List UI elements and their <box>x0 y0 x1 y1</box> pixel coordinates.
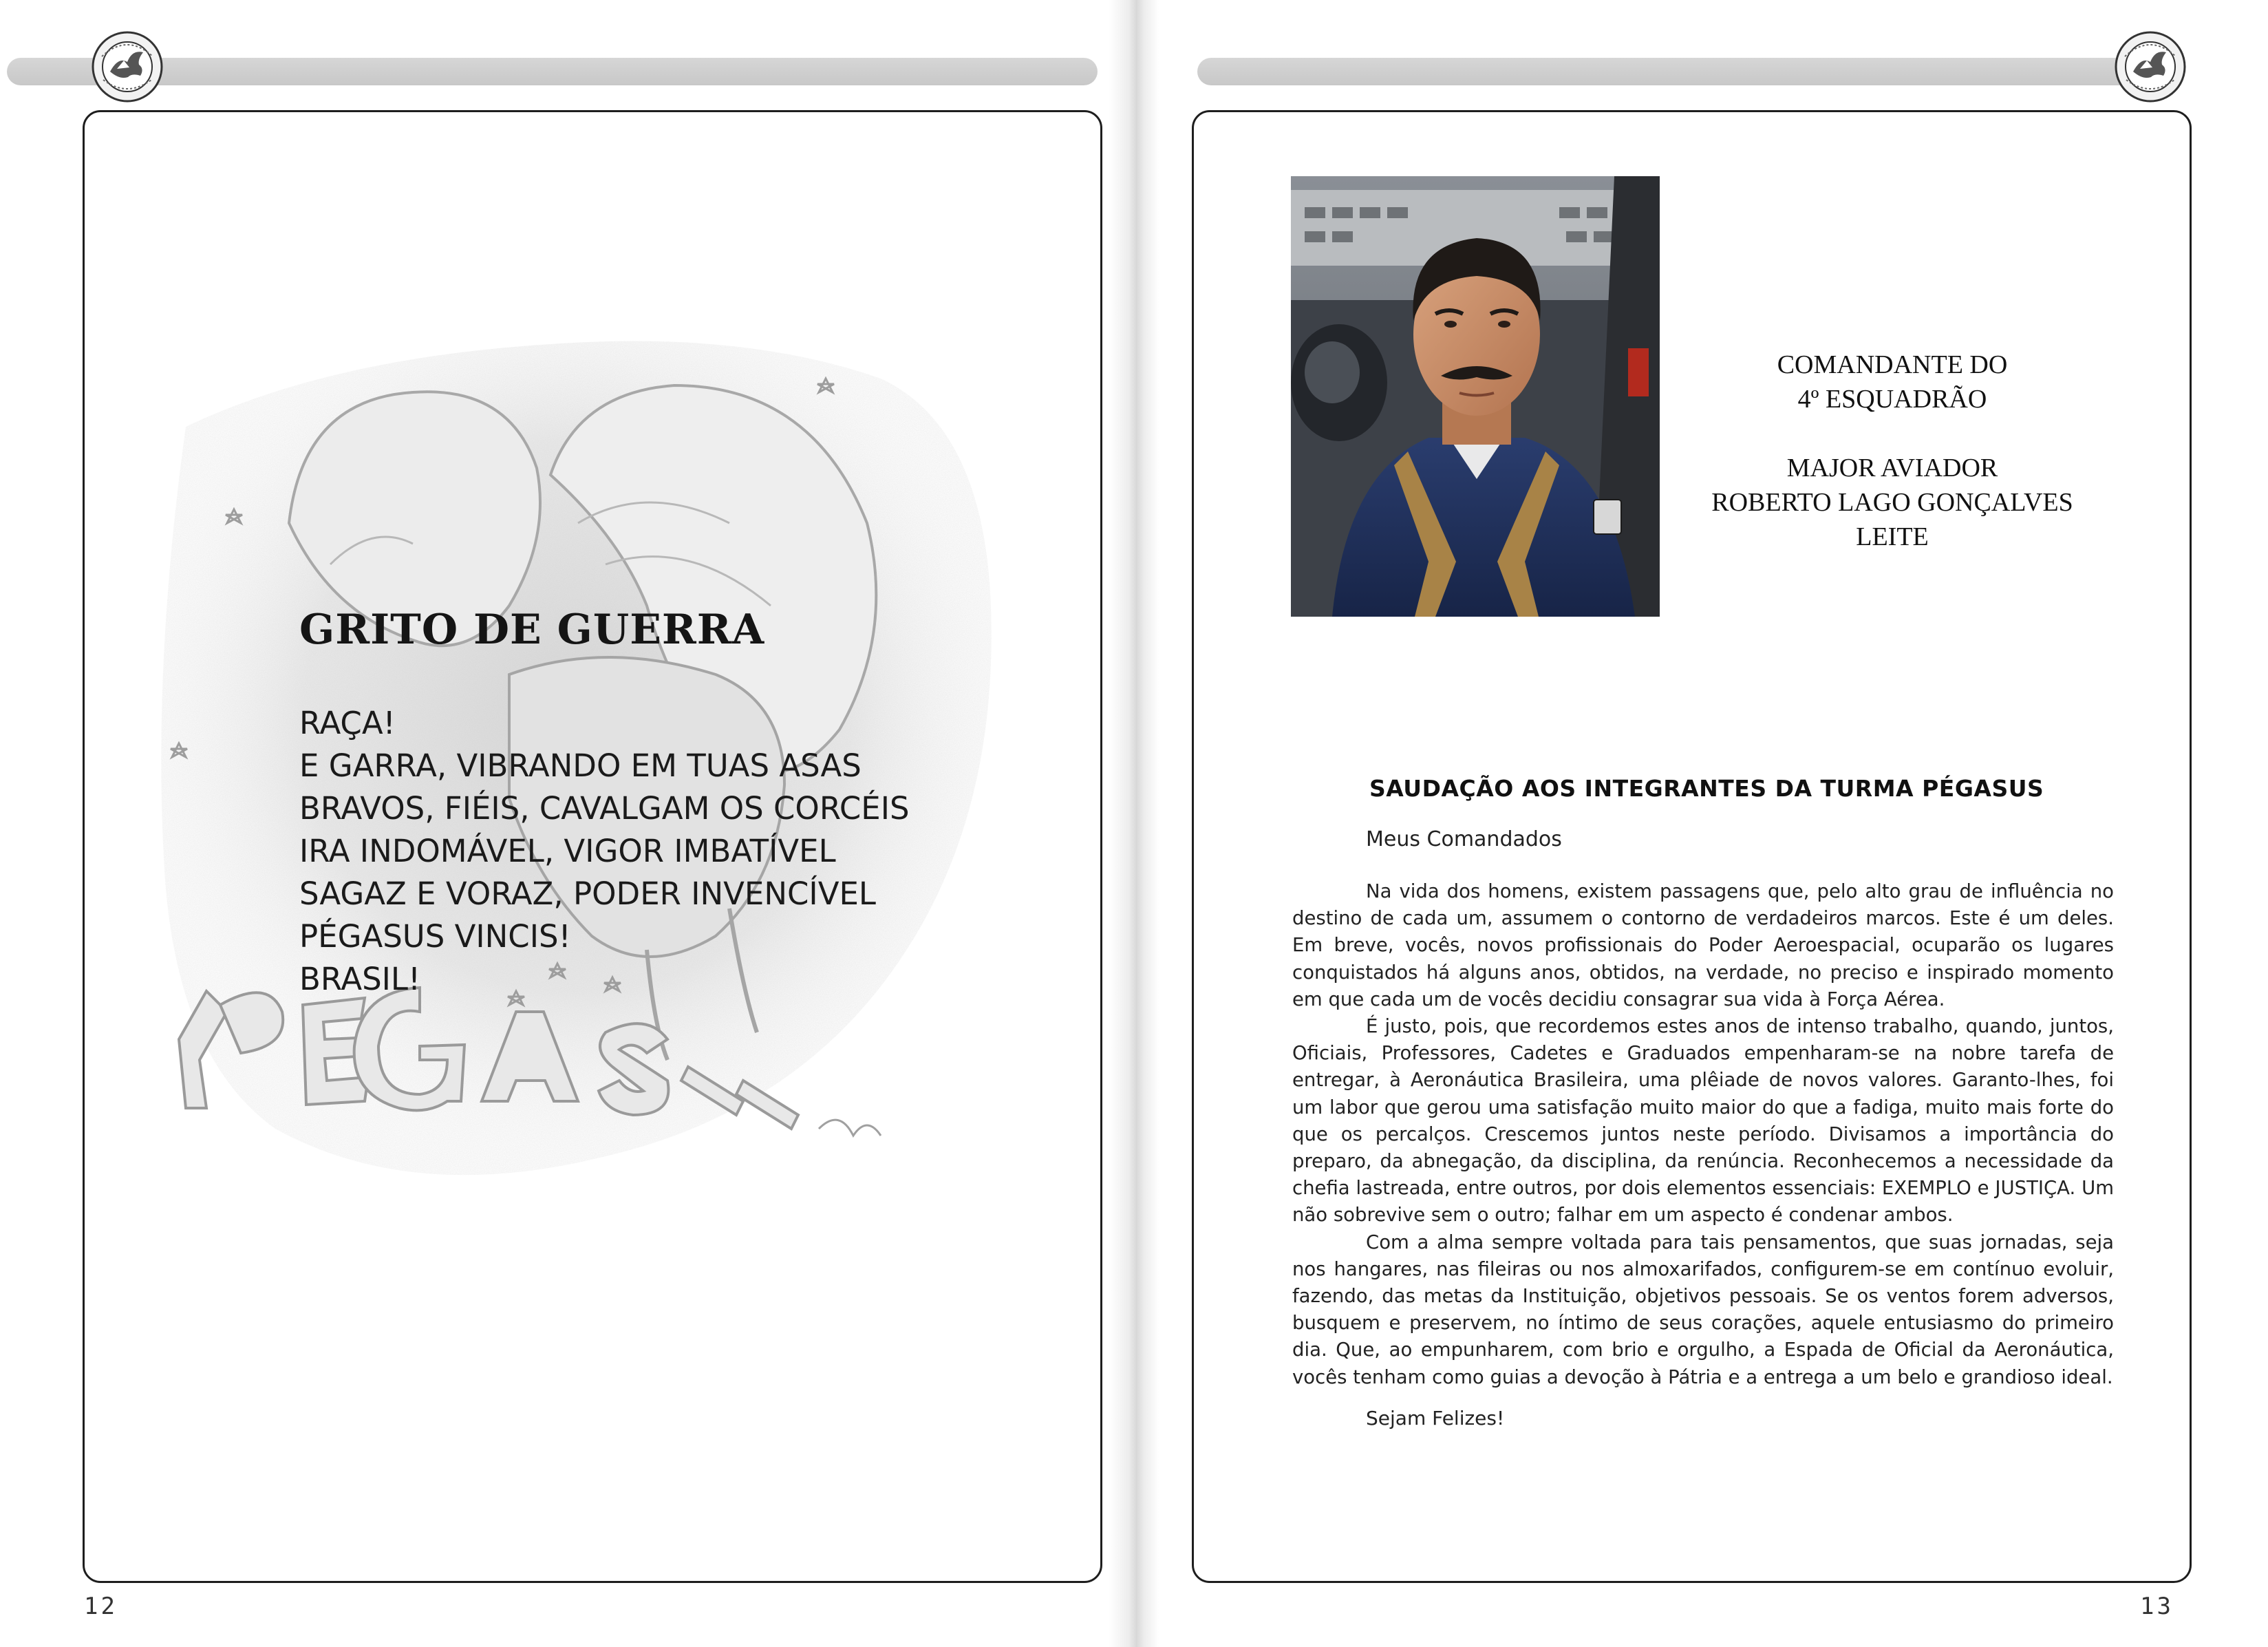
message-paragraph: É justo, pois, que recordemos estes anos de intenso trabalho, quando, juntos, Oficiais, Professores, Cadetes e Graduados empenharam-se na nobre tarefa de entregar, à Aeronáutica Brasileira, uma plêiade de novos valores. Garanto-lhes, foi um labor que gerou uma satisfação muito maior do que a fadiga, muito mais forte do que os percalços. Crescemos juntos neste período. Divisamos a importância do preparo, da abnegação, da disciplina, da renúncia. Reconhecemos a necessidade da chefia lastreada, entre outros, por dois elementos essenciais: EXEMPLO e JUSTIÇA. Um não sobrevive sem o outro; falhar em um aspecto é condenar ambos. <box>1292 1015 2114 1226</box>
salute-title: SAUDAÇÃO AOS INTEGRANTES DA TURMA PÉGASUS <box>1369 775 2044 802</box>
header-bar <box>7 58 1098 85</box>
left-page <box>0 0 1128 1647</box>
commander-portrait-photo <box>1291 176 1660 617</box>
page-number: 12 <box>84 1593 118 1620</box>
verse-line: SAGAZ E VORAZ, PODER INVENCÍVEL <box>299 875 876 912</box>
squadron-emblem-icon <box>89 29 165 105</box>
commander-line: COMANDANTE DO <box>1777 350 2008 379</box>
verse-line: RAÇA! <box>299 705 396 741</box>
verse-line: E GARRA, VIBRANDO EM TUAS ASAS <box>299 747 862 784</box>
verse-line: IRA INDOMÁVEL, VIGOR IMBATÍVEL <box>299 833 836 869</box>
commander-line: MAJOR AVIADOR <box>1786 454 1998 482</box>
message-paragraph: Na vida dos homens, existem passagens que, pelo alto grau de influência no destino de cada um, assumem o contorno de verdadeiros marcos. Este é um deles. Em breve, vocês, novos profissionais do Poder Aeroespacial, ocuparão os lugares conquistados há alguns anos, obtidos, na verdade, no preciso e inspirado momento em que cada um de vocês decidiu consagrar sua vida à Força Aérea. <box>1292 880 2114 1010</box>
commander-line: 4º ESQUADRÃO <box>1797 385 1987 414</box>
verse-line: BRAVOS, FIÉIS, CAVALGAM OS CORCÉIS <box>299 790 910 827</box>
war-cry-verse <box>299 702 910 1001</box>
header-bar <box>1197 58 2174 85</box>
message-paragraph: Com a alma sempre voltada para tais pensamentos, que suas jornadas, seja nos hangares, nas fileiras ou nos almoxarifados, configurem-se em contínuo evoluir, fazendo, das metas da Instituição, objetivos pessoais. Se os ventos forem adversos, busquem e preservem, no íntimo de seus corações, aquele entusiasmo do primeiro dia. Que, ao empunharem, com brio e orgulho, a Espada de Oficial da Aeronáutica, vocês tenham como guias a devoção à Pátria e a entrega a um belo e grandioso ideal. <box>1292 1231 2114 1388</box>
commander-line: ROBERTO LAGO GONÇALVES LEITE <box>1711 488 2073 551</box>
squadron-emblem-icon <box>2112 29 2188 105</box>
verse-line: BRASIL! <box>299 961 421 997</box>
salute-message <box>1292 878 2114 1391</box>
salutation: Meus Comandados <box>1366 827 1562 851</box>
war-cry-title: GRITO DE GUERRA <box>299 606 765 654</box>
verse-line: PÉGASUS VINCIS! <box>299 918 571 955</box>
closing-line: Sejam Felizes! <box>1366 1407 1505 1430</box>
page-number: 13 <box>2140 1593 2174 1620</box>
commander-caption <box>1672 348 2112 554</box>
right-page <box>1142 0 2268 1647</box>
